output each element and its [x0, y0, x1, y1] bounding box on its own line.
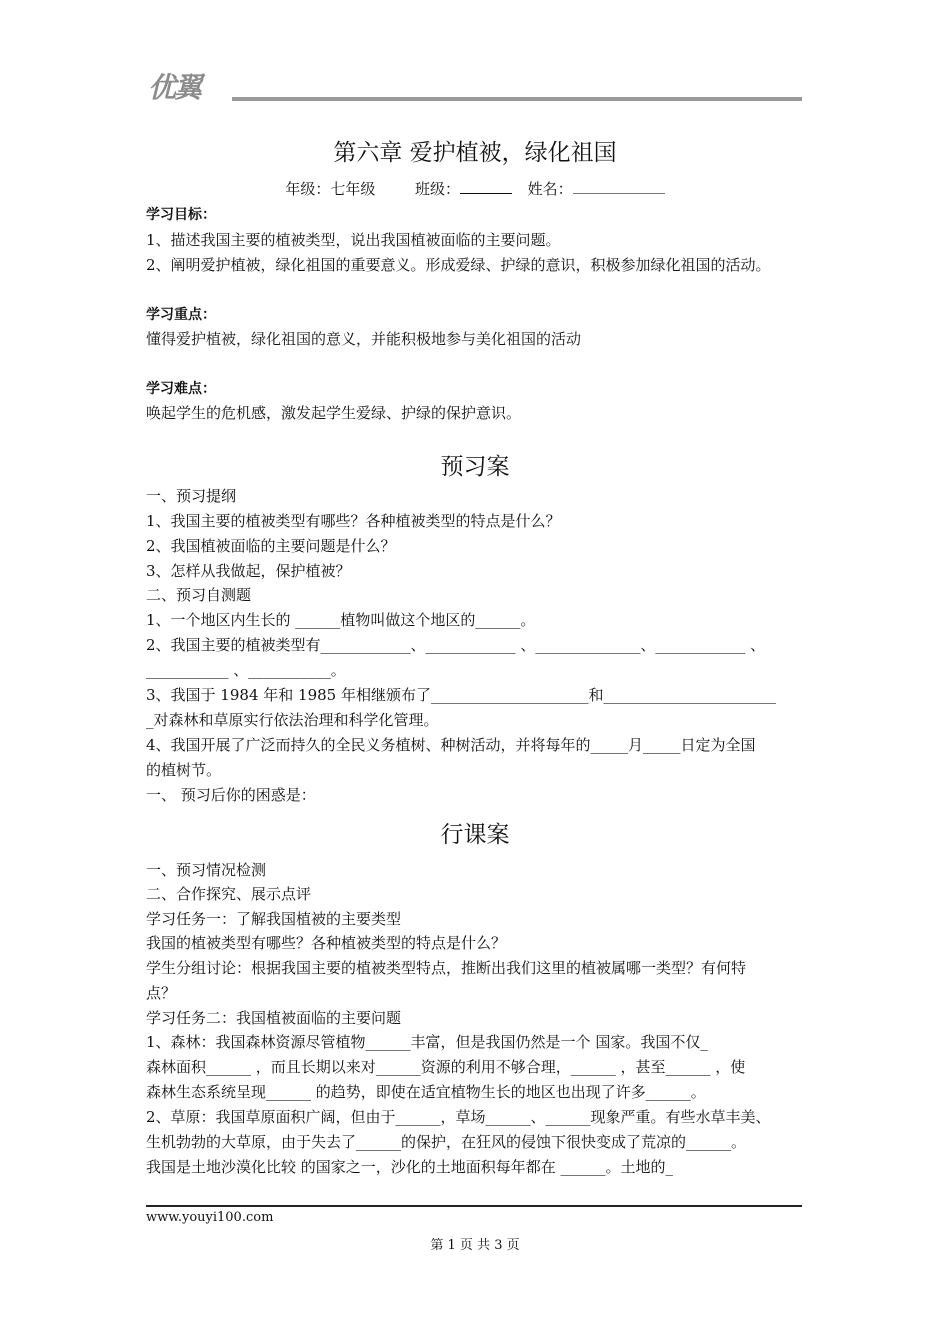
preview-line: 4、我国开展了广泛而持久的全民义务植树、种树活动，并将每年的_____月_____日定为全国 [146, 736, 756, 754]
brand-logo: 优翼 [148, 71, 201, 104]
key-points-heading: 学习重点： [146, 307, 216, 323]
name-label: 姓名： [527, 180, 573, 198]
lesson-line: 学生分组讨论：根据我国主要的植被类型特点，推断出我们这里的植被属哪一类型？有何特 [146, 959, 747, 977]
lesson-line: 点？ [146, 984, 177, 1002]
key-points-text: 懂得爱护植被，绿化祖国的意义，并能积极地参与美化祖国的活动 [146, 330, 582, 348]
preview-line: 一、 预习后你的困惑是： [146, 786, 316, 804]
preview-line: 3、我国于 1984 年和 1985 年相继颁布了_____________________和_______________________ [146, 686, 776, 704]
preview-line: ___________ 、___________。 [146, 661, 346, 679]
preview-line: 的植树节。 [146, 761, 222, 779]
lesson-line: 我国是土地沙漠化比较 的国家之一，沙化的土地面积每年都在 ______。土地的_ [146, 1158, 674, 1176]
preview-line: 1、我国主要的植被类型有哪些？各种植被类型的特点是什么？ [146, 512, 561, 530]
preview-line: 一、预习提纲 [146, 487, 237, 505]
objective-item: 1、描述我国主要的植被类型，说出我国植被面临的主要问题。 [146, 231, 561, 249]
preview-line: 3、怎样从我做起，保护植被？ [146, 562, 351, 580]
lesson-line: 学习任务二：我国植被面临的主要问题 [146, 1009, 402, 1027]
page-title: 第六章 爱护植被，绿化祖国 [333, 140, 617, 166]
header-rule [232, 97, 802, 101]
preview-section-title: 预习案 [440, 454, 510, 480]
lesson-line: 二、合作探究、展示点评 [146, 885, 312, 903]
page-number: 第 1 页 共 3 页 [430, 1238, 520, 1253]
grade-label: 年级：七年级 [285, 180, 376, 198]
preview-line: 2、我国植被面临的主要问题是什么？ [146, 537, 396, 555]
lesson-line: 1、森林：我国森林资源尽管植物______丰富，但是我国仍然是一个 国家。我国不仅_ [146, 1033, 708, 1051]
lesson-line: 一、预习情况检测 [146, 861, 267, 879]
preview-line: _对森林和草原实行依法治理和科学化管理。 [146, 711, 439, 729]
preview-line: 二、预习自测题 [146, 586, 252, 604]
lesson-line: 生机勃勃的大草原，由于失去了______的保护，在狂风的侵蚀下很快变成了荒凉的______。 [146, 1133, 747, 1151]
footer-rule [146, 1205, 802, 1207]
difficulties-heading: 学习难点： [146, 381, 216, 397]
footer-url: www.youyi100.com [146, 1210, 274, 1225]
objective-item: 2、阐明爱护植被，绿化祖国的重要意义。形成爱绿、护绿的意识，积极参加绿化祖国的活动。 [146, 256, 771, 274]
lesson-line: 学习任务一：了解我国植被的主要类型 [146, 910, 402, 928]
lesson-line: 森林生态系统呈现______ 的趋势，即使在适宜植物生长的地区也出现了许多______。 [146, 1083, 706, 1101]
lesson-line: 2、草原：我国草原面积广阔，但由于______，草场______、______现象严重。有些水草丰美、 [146, 1108, 771, 1126]
lesson-section-title: 行课案 [440, 822, 510, 848]
class-label: 班级： [414, 180, 460, 198]
class-blank [460, 179, 512, 194]
lesson-line: 森林面积______ ，而且长期以来对______资源的利用不够合理，______ ，甚至______ ，使 [146, 1058, 746, 1076]
name-blank [573, 179, 665, 194]
preview-line: 2、我国主要的植被类型有____________、____________ 、______________、____________ 、 [146, 636, 766, 654]
student-info-line [0, 178, 950, 199]
difficulties-text: 唤起学生的危机感，激发起学生爱绿、护绿的保护意识。 [146, 404, 522, 422]
objectives-heading: 学习目标： [146, 207, 216, 223]
preview-line: 1、一个地区内生长的 ______植物叫做这个地区的______。 [146, 611, 536, 629]
lesson-line: 我国的植被类型有哪些？各种植被类型的特点是什么？ [146, 934, 507, 952]
